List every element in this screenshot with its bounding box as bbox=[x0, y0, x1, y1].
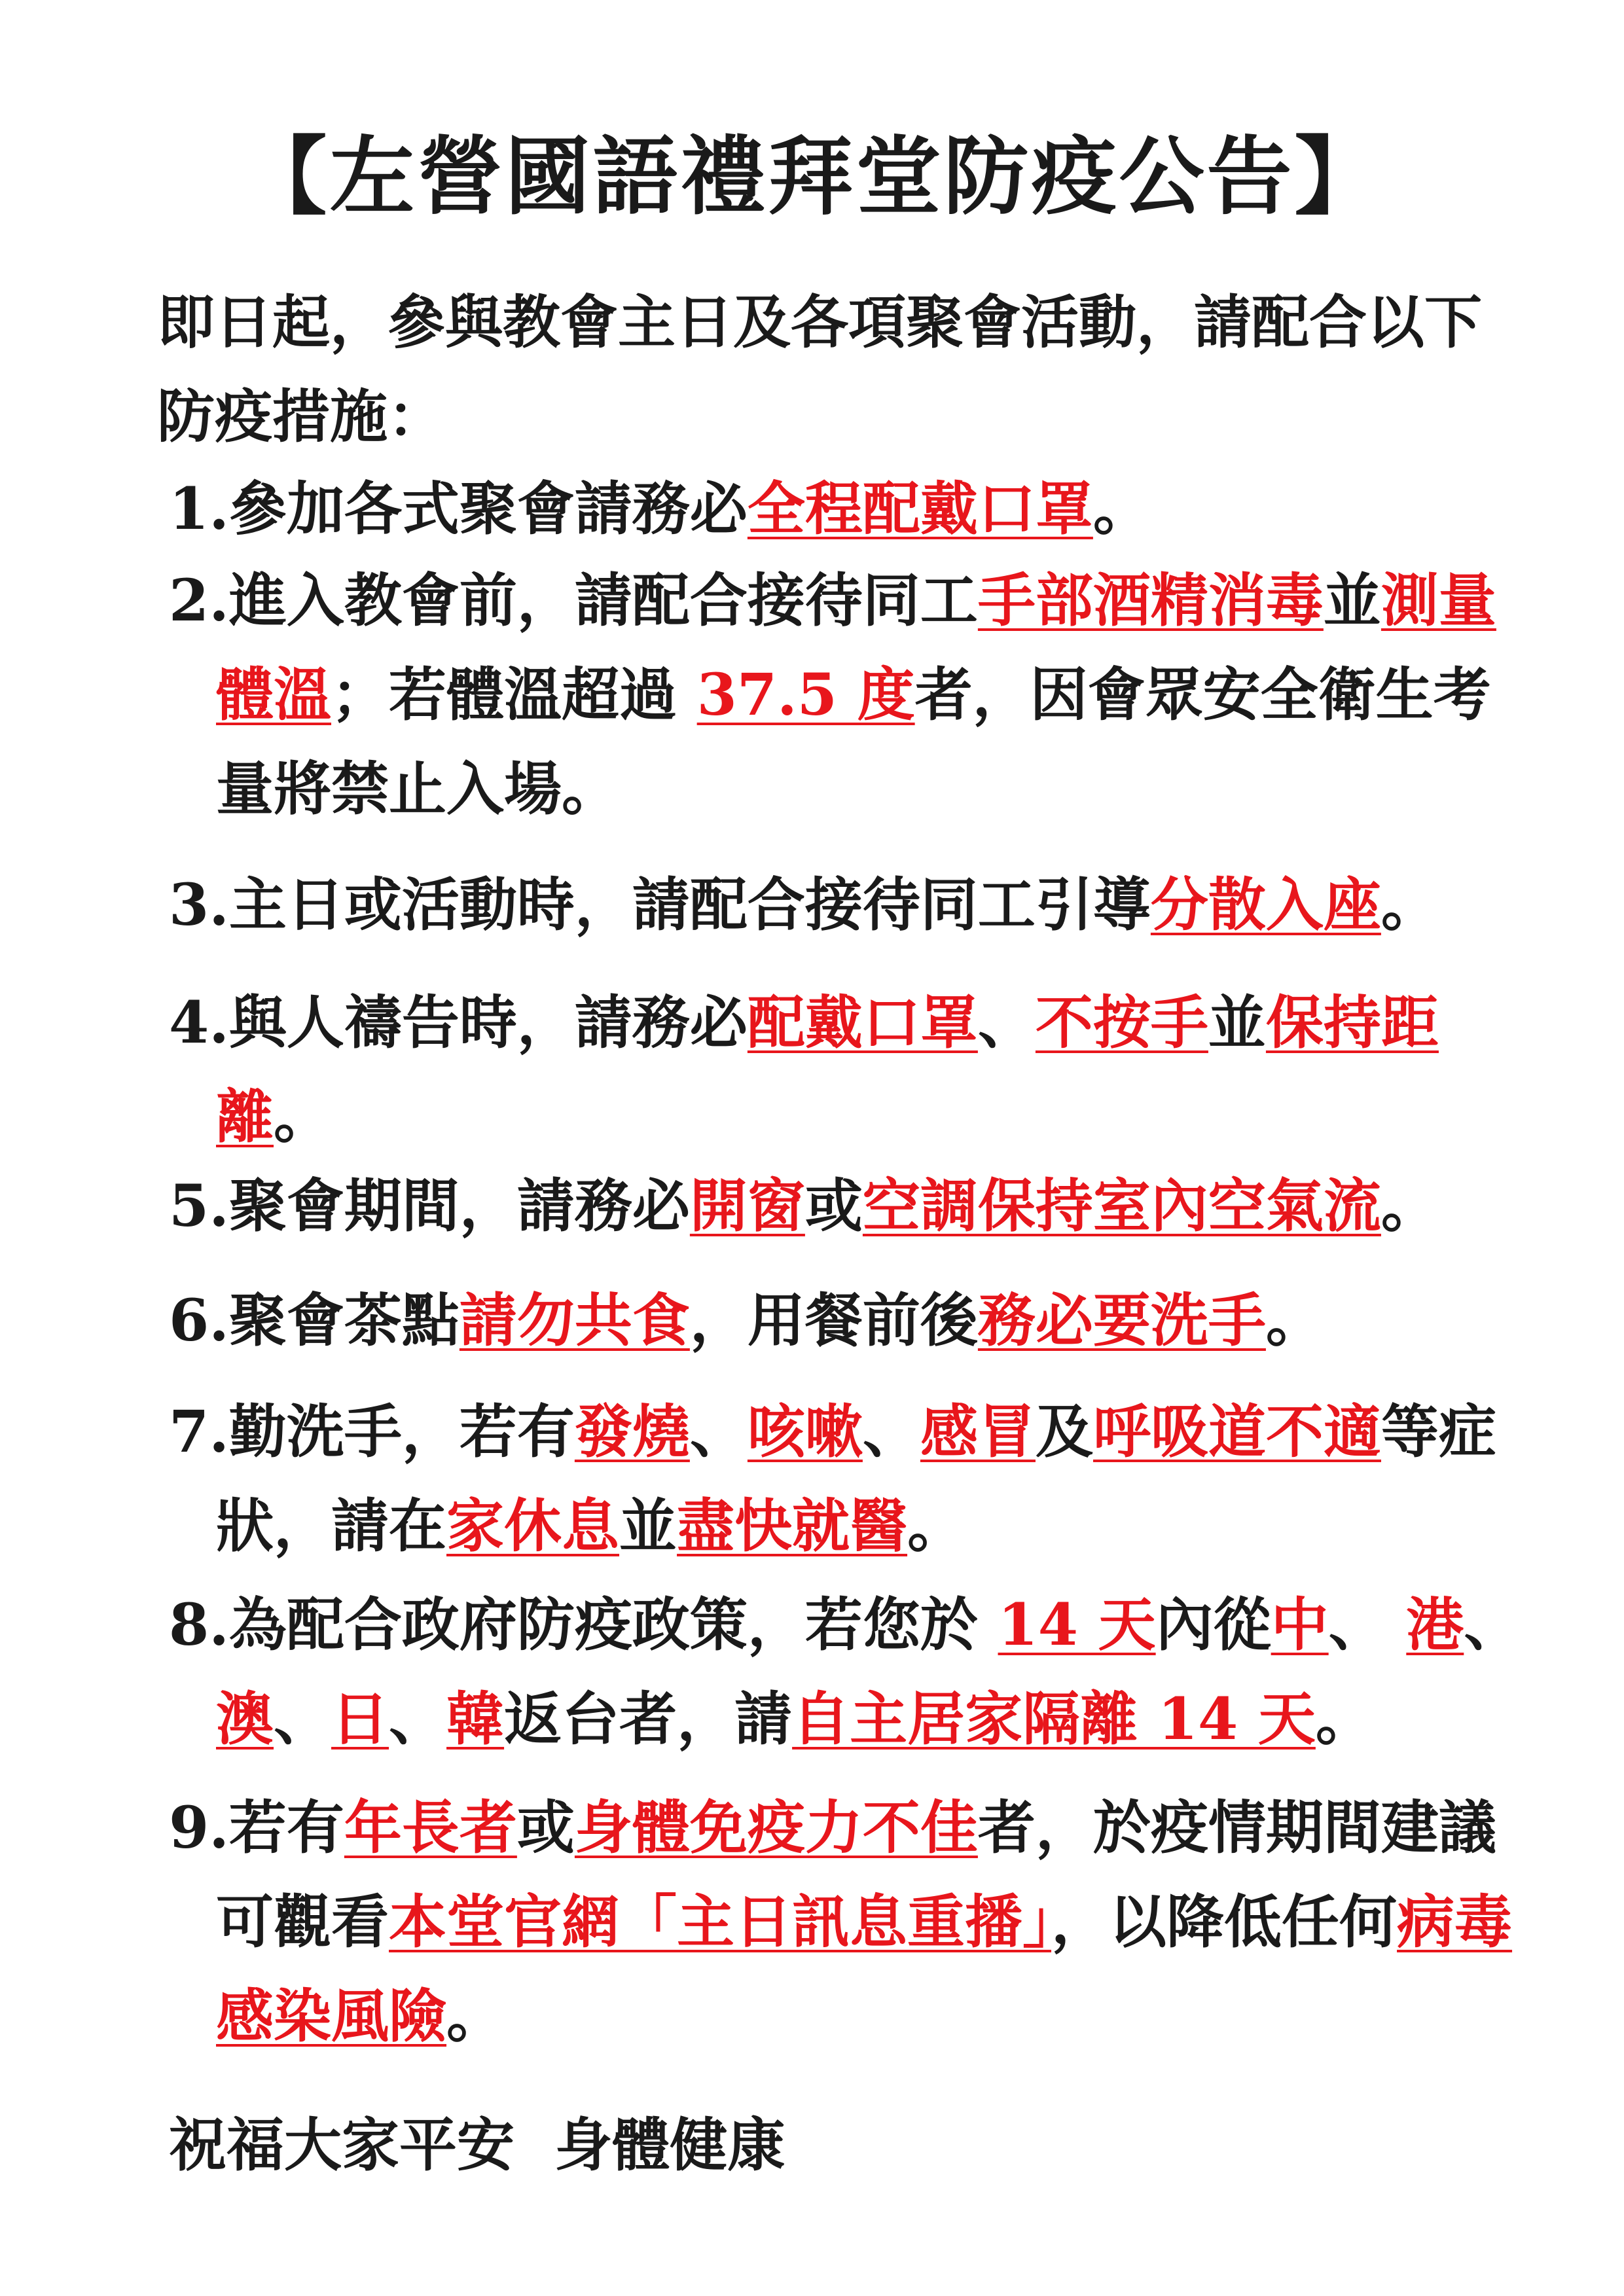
highlight-text: 身體免疫力不佳 bbox=[574, 1793, 978, 1861]
item-text: 9.若有 bbox=[169, 1793, 344, 1861]
highlight-text: 自主居家隔離 14 天 bbox=[792, 1685, 1316, 1753]
item-text: 、 bbox=[1464, 1590, 1522, 1659]
list-item-1 bbox=[169, 461, 1545, 556]
highlight-text: 請勿共食 bbox=[459, 1286, 690, 1354]
item-text: 等症狀，請在 bbox=[216, 1397, 1496, 1560]
highlight-text: 年長者 bbox=[344, 1793, 517, 1861]
item-text: 。 bbox=[446, 1982, 505, 2050]
highlight-text: 發燒 bbox=[574, 1397, 690, 1465]
item-text: 4.與人禱告時，請務必 bbox=[169, 988, 748, 1056]
highlight-text: 分散入座 bbox=[1150, 870, 1381, 939]
intro-paragraph: 即日起，參與教會主日及各項聚會活動，請配合以下防疫措施： bbox=[157, 288, 1483, 450]
item-text: 。 bbox=[1092, 475, 1151, 543]
highlight-text: 開窗 bbox=[689, 1172, 805, 1240]
highlight-text: 呼吸道不適 bbox=[1092, 1397, 1381, 1465]
list-item-7 bbox=[169, 1384, 1545, 1573]
item-text: 返台者，請 bbox=[504, 1685, 793, 1753]
list-item-6 bbox=[169, 1273, 1545, 1367]
page-title: 【左營國語禮拜堂防疫公告】 bbox=[242, 126, 1382, 226]
highlight-text: 測量體溫 bbox=[216, 566, 1496, 728]
highlight-text: 澳 bbox=[216, 1685, 274, 1753]
highlight-text: 37.5 度 bbox=[696, 660, 915, 728]
highlight-text: 日 bbox=[331, 1685, 389, 1753]
list-item-4 bbox=[169, 975, 1545, 1164]
highlight-text: 感冒 bbox=[920, 1397, 1036, 1465]
list-item-8 bbox=[169, 1577, 1545, 1766]
item-text: ；若體溫超過 bbox=[331, 660, 697, 728]
item-text: 、 bbox=[274, 1685, 332, 1753]
highlight-text: 不按手 bbox=[1035, 988, 1208, 1056]
item-text: 、 bbox=[862, 1397, 920, 1465]
highlight-text: 務必要洗手 bbox=[977, 1286, 1266, 1354]
item-text: 。 bbox=[1265, 1286, 1324, 1354]
highlight-text: 配戴口罩 bbox=[747, 988, 978, 1056]
item-text: 並 bbox=[1323, 566, 1381, 634]
closing-blessing: 祝福大家平安 身體健康 bbox=[169, 2111, 785, 2179]
highlight-text: 病毒感染風險 bbox=[216, 1888, 1513, 2050]
item-text: 或 bbox=[516, 1793, 575, 1861]
item-text: 內從 bbox=[1155, 1590, 1271, 1659]
highlight-text: 本堂官網「主日訊息重播」 bbox=[389, 1888, 1052, 1956]
item-text: 者，因會眾安全衛生考量將禁止入場。 bbox=[216, 660, 1491, 823]
highlight-text: 全程配戴口罩 bbox=[747, 475, 1093, 543]
highlight-text: 14 天 bbox=[998, 1590, 1156, 1659]
highlight-text: 中 bbox=[1271, 1590, 1329, 1659]
item-text: 及 bbox=[1035, 1397, 1093, 1465]
highlight-text: 空調保持室內空氣流 bbox=[862, 1172, 1381, 1240]
item-text: ，以降低任何 bbox=[1051, 1888, 1398, 1956]
item-text: 7.勤洗手，若有 bbox=[169, 1397, 575, 1465]
item-text: 。 bbox=[907, 1492, 965, 1560]
item-text: 、 bbox=[1328, 1590, 1407, 1659]
item-text: 5.聚會期間，請務必 bbox=[169, 1172, 690, 1240]
list-item-3 bbox=[169, 857, 1545, 952]
highlight-text: 港 bbox=[1406, 1590, 1464, 1659]
item-text: 或 bbox=[804, 1172, 863, 1240]
highlight-text: 韓 bbox=[446, 1685, 505, 1753]
highlight-text: 手部酒精消毒 bbox=[977, 566, 1324, 634]
list-item-9 bbox=[169, 1780, 1545, 2063]
item-text: 。 bbox=[274, 1083, 332, 1151]
item-text: 6.聚會茶點 bbox=[169, 1286, 460, 1354]
highlight-text: 咳嗽 bbox=[747, 1397, 863, 1465]
item-text: 3.主日或活動時，請配合接待同工引導 bbox=[169, 870, 1151, 939]
item-text: 。 bbox=[1315, 1685, 1373, 1753]
item-text: 並 bbox=[619, 1492, 677, 1560]
item-text: ，用餐前後 bbox=[689, 1286, 978, 1354]
item-text: 、 bbox=[977, 988, 1036, 1056]
item-text: 8.為配合政府防疫政策，若您於 bbox=[169, 1590, 998, 1659]
item-text: 者，於疫情期間建議可觀看 bbox=[216, 1793, 1496, 1956]
item-text: 2.進入教會前，請配合接待同工 bbox=[169, 566, 978, 634]
item-text: 、 bbox=[689, 1397, 748, 1465]
list-item-2 bbox=[169, 553, 1545, 836]
item-text: 並 bbox=[1208, 988, 1266, 1056]
item-text: 。 bbox=[1380, 870, 1439, 939]
highlight-text: 盡快就醫 bbox=[677, 1492, 908, 1560]
highlight-text: 家休息 bbox=[446, 1492, 620, 1560]
list-item-5 bbox=[169, 1158, 1545, 1253]
highlight-text: 保持距離 bbox=[216, 988, 1439, 1151]
item-text: 、 bbox=[389, 1685, 447, 1753]
item-text: 。 bbox=[1380, 1172, 1439, 1240]
item-text: 1.參加各式聚會請務必 bbox=[169, 475, 748, 543]
